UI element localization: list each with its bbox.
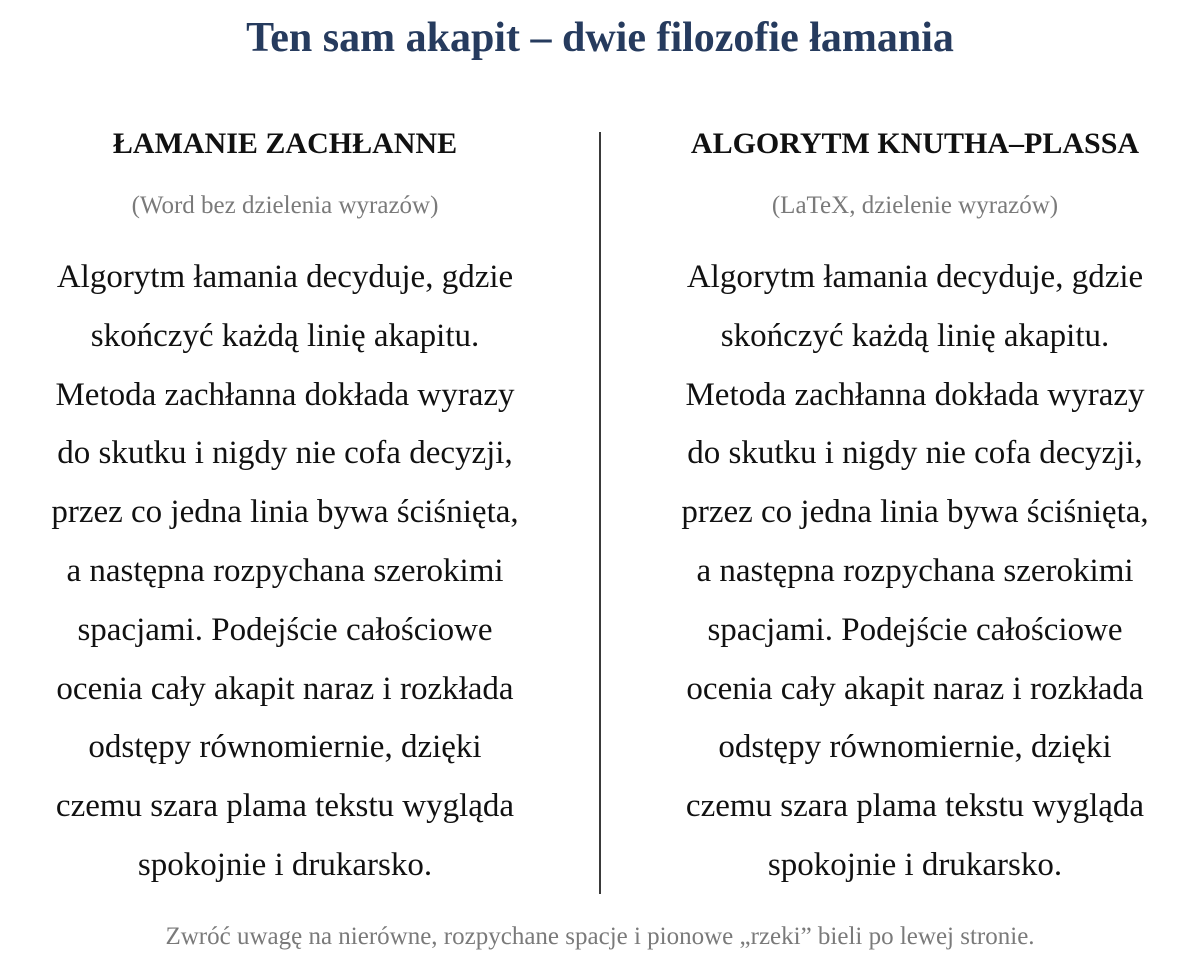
column-divider bbox=[599, 132, 601, 894]
paragraph-line: skończyć każdą linię akapitu. bbox=[90, 317, 480, 354]
knuth-plass-heading: ALGORYTM KNUTHA–PLASSA bbox=[690, 127, 1140, 160]
paragraph-line: Algorytm łamania decyduje, gdzie bbox=[686, 259, 1144, 295]
knuth-plass-paragraph bbox=[635, 248, 1195, 895]
paragraph-line: przez co jedna linia bywa ściśnięta, bbox=[51, 494, 519, 531]
paragraph-line: spacjami. Podejście całościowe bbox=[77, 611, 493, 648]
paragraph-line: spokojnie i drukarsko. bbox=[767, 846, 1063, 883]
page-title: Ten sam akapit – dwie filozofie łamania bbox=[246, 15, 954, 61]
paragraph-line: spokojnie i drukarsko. bbox=[137, 846, 433, 883]
footnote: Zwróć uwagę na nierówne, rozpychane spacje i pionowe „rzeki” bieli po lewej stronie. bbox=[165, 923, 1035, 950]
paragraph-line: a następna rozpychana szerokimi bbox=[696, 552, 1134, 589]
knuth-plass-column bbox=[635, 124, 1195, 895]
paragraph-line: skończyć każdą linię akapitu. bbox=[720, 317, 1110, 354]
knuth-plass-subtitle: (LaTeX, dzielenie wyrazów) bbox=[771, 192, 1059, 219]
paragraph-line: a następna rozpychana szerokimi bbox=[66, 552, 504, 589]
paragraph-line: Metoda zachłanna dokłada wyrazy bbox=[55, 376, 515, 413]
paragraph-line: czemu szara plama tekstu wygląda bbox=[55, 788, 515, 825]
greedy-heading: ŁAMANIE ZACHŁANNE bbox=[112, 127, 458, 160]
paragraph-line: Metoda zachłanna dokłada wyrazy bbox=[685, 376, 1145, 413]
paragraph-line: ocenia cały akapit naraz i rozkłada bbox=[56, 670, 514, 707]
paragraph-line: czemu szara plama tekstu wygląda bbox=[685, 788, 1145, 825]
paragraph-line: odstępy równomiernie, dzięki bbox=[88, 729, 482, 766]
paragraph-line: spacjami. Podejście całościowe bbox=[707, 611, 1123, 648]
paragraph-line: ocenia cały akapit naraz i rozkłada bbox=[686, 670, 1144, 707]
paragraph-line: odstępy równomiernie, dzięki bbox=[718, 729, 1112, 766]
greedy-paragraph bbox=[5, 248, 565, 895]
greedy-column bbox=[5, 124, 565, 895]
paragraph-line: do skutku i nigdy nie cofa decyzji, bbox=[57, 435, 513, 472]
greedy-subtitle: (Word bez dzielenia wyrazów) bbox=[131, 192, 439, 219]
paragraph-line: Algorytm łamania decyduje, gdzie bbox=[56, 259, 514, 295]
paragraph-line: przez co jedna linia bywa ściśnięta, bbox=[681, 494, 1149, 531]
paragraph-line: do skutku i nigdy nie cofa decyzji, bbox=[687, 435, 1143, 472]
